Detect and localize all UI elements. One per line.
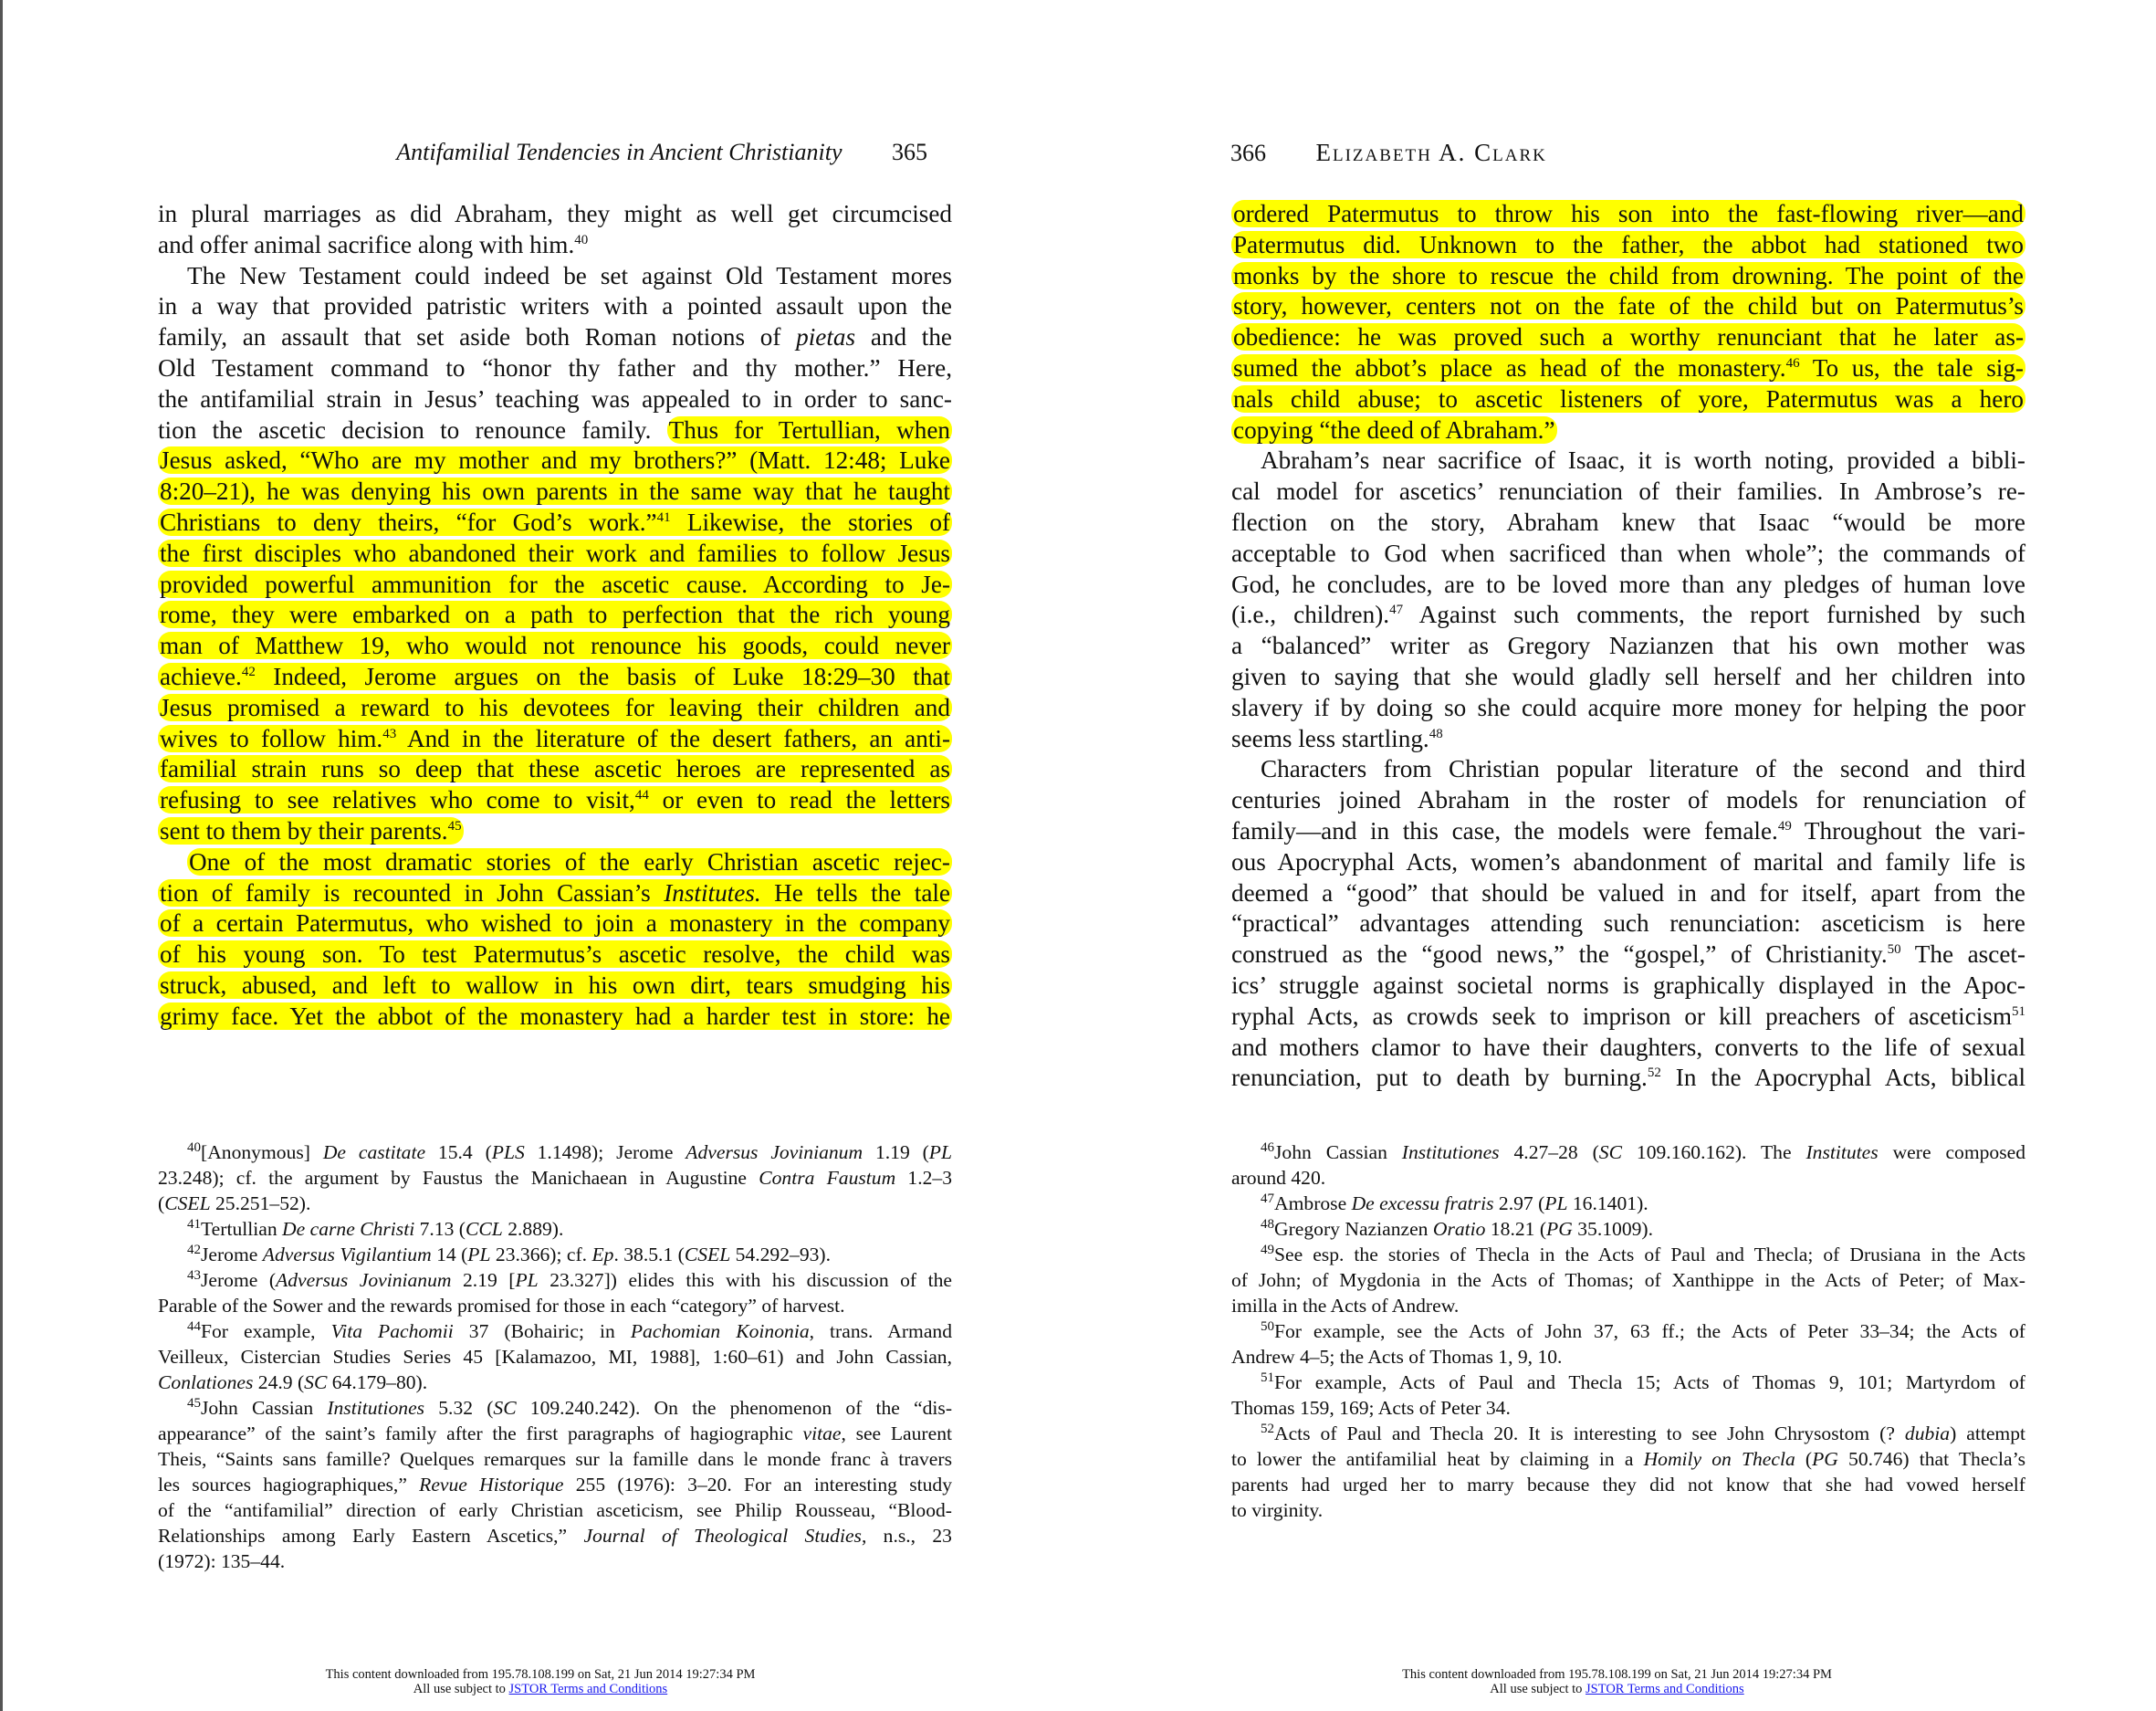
highlight: 8:20–21), he was denying his own parents in the same way that he taught xyxy=(160,478,950,506)
highlight: ordered Patermutus to throw his son into the fast-flowing river—and xyxy=(1233,200,2024,227)
highlight: rome, they were embarked on a path to perfection that the rich young xyxy=(160,601,950,629)
footnote-52: $^{52}$Acts of Paul and Thecla 20. It is interesting to see John Chrysostom (? dubia) attempt to lower the antifamilial heat by claiming in a Homily on Thecla (PG 50.746) that Thecla’s parents had urged her to marry because they did not know that she had vowed herself to virginity. xyxy=(1231,1421,2025,1521)
text-line xyxy=(1231,291,2025,322)
text-line xyxy=(158,662,952,693)
highlight: familial strain runs so deep that these ascetic heroes are represented as xyxy=(160,755,950,783)
highlight: sumed the abbot’s place as head of the monastery.$^{46}$ To us, the tale sig- xyxy=(1233,353,2024,382)
text-line xyxy=(158,785,952,816)
text-line xyxy=(1231,230,2025,261)
running-header xyxy=(396,139,927,166)
text-line: tion the ascetic decision to renounce family. Thus for Tertullian, when xyxy=(158,415,950,444)
footnote-51: $^{51}$For example, Acts of Paul and Thecla 15; Acts of Thomas 9, 101; Martyrdom of Thomas 159, 169; Acts of Peter 34. xyxy=(1231,1370,2025,1419)
use-notice: All use subject to xyxy=(1490,1682,1586,1696)
text-line xyxy=(158,477,952,508)
highlight: sent to them by their parents.$^{45}$ xyxy=(160,816,462,845)
running-title: Antifamilial Tendencies in Ancient Christianity xyxy=(396,139,843,165)
page-366 xyxy=(1078,0,2156,1711)
body-text xyxy=(158,199,952,1033)
text-line: flection on the story, Abraham knew that Isaac “would be more xyxy=(1231,508,2025,536)
highlight: obedience: he was proved such a worthy renunciant that he later as- xyxy=(1233,323,2024,352)
text-line: centuries joined Abraham in the roster of models for renunciation of xyxy=(1231,786,2025,814)
text-line: seems less startling.$^{48}$ xyxy=(1231,724,1443,752)
footnote-45: $^{45}$John Cassian Institutiones 5.32 (SC 109.240.242). On the phenomenon of the “dis- appearance” of the saint’s family after the first paragraphs of hagiographic vitae, see Laurent Theis, “Saints sans famille? Quelques remarques sur la famille dans le monde franc à travers les sources hagiographiques,” Revue Historique 255 (1976): 3–20. For an interesting study of the “antifamilial” direction of early Christian asceticism, see Philip Rousseau, “Blood- Relationships among Early Eastern Ascetics,” Journal of Theological Studies, n.s., 23 (1972): 135–44. xyxy=(158,1395,953,1572)
highlight: struck, abused, and left to wallow in his own dirt, tears smudging his xyxy=(160,971,950,999)
highlight: of his young son. To test Patermutus’s ascetic resolve, the child was xyxy=(160,940,950,969)
download-notice: This content downloaded from 195.78.108.199 on Sat, 21 Jun 2014 19:27:34 PM xyxy=(1402,1667,1832,1682)
note-ref: 44 xyxy=(634,788,649,803)
note-ref: 51 xyxy=(2012,1003,2025,1019)
text-line: Characters from Christian popular literature of the second and third xyxy=(1261,755,2025,783)
footnote-44: $^{44}$For example, Vita Pachomii 37 (Bohairic; in Pachomian Koinonia, trans. Armand Veilleux, Cistercian Studies Series 45 [Kalamazoo, MI, 1988], 1:60–61) and John Cassian, Conlationes 24.9 (SC 64.179–80). xyxy=(158,1318,953,1393)
footnote-43: $^{43}$Jerome (Adversus Jovinianum 2.19 [PL 23.327]) elides this with his discussion of the Parable of the Sower and the rewards promised for those in each “category” of harvest. xyxy=(158,1267,952,1317)
highlight: nals child abuse; to ascetic listeners of yore, Patermutus was a hero xyxy=(1233,384,2024,413)
text-line xyxy=(1231,261,2025,292)
footnote-40: $^{40}$[Anonymous] De castitate 15.4 (PLS 1.1498); Jerome Adversus Jovinianum 1.19 (PL 23.248); cf. the argument by Faustus the Manichaean in Augustine Contra Faustum 1.2–3 (CSEL 25.251–52). xyxy=(158,1139,952,1214)
text-line xyxy=(1231,322,2025,353)
highlight: tion of family is recounted in John Cassian’s Institutes. He tells the tale xyxy=(160,878,951,907)
highlight: grimy face. Yet the abbot of the monastery had a harder test in store: he xyxy=(160,1002,950,1030)
footnote-48: $^{48}$Gregory Nazianzen Oratio 18.21 (PG 35.1009). xyxy=(1261,1216,1653,1240)
highlight: copying “the deed of Abraham.” xyxy=(1233,415,1555,444)
highlight: Christians to deny theirs, “for God’s work.”$^{41}$ Likewise, the stories of xyxy=(160,508,951,536)
text-line xyxy=(158,908,952,939)
footnote-46: $^{46}$John Cassian Institutiones 4.27–28 (SC 109.160.162). The Institutes were composed around 420. xyxy=(1231,1139,2025,1189)
text-line xyxy=(1231,353,2025,384)
use-notice: All use subject to xyxy=(413,1682,509,1696)
highlight: Thus for Tertullian, when xyxy=(668,415,950,444)
text-line xyxy=(158,847,952,878)
highlight: One of the most dramatic stories of the early Christian ascetic rejec- xyxy=(189,847,950,876)
text-line: construed as the “good news,” the “gospel,” of Christianity.$^{50}$ The ascet- xyxy=(1231,940,2025,969)
highlight: man of Matthew 19, who would not renounce his goods, could never xyxy=(160,632,950,660)
text-line: cal model for ascetics’ renunciation of their families. In Ambrose’s re- xyxy=(1231,478,2025,506)
page-number: 366 xyxy=(1230,140,1266,166)
text-line: slavery if by doing so she could acquire more money for helping the poor xyxy=(1231,693,2025,721)
footnote-49: $^{49}$See esp. the stories of Thecla in the Acts of Paul and Thecla; of Drusiana in the Acts of John; of Mygdonia in the Acts of Thomas; of Xanthippe in the Acts of Peter; of Max- imilla in the Acts of Andrew. xyxy=(1231,1242,2025,1317)
footnotes xyxy=(158,1139,952,1574)
note-ref: 40 xyxy=(574,232,589,247)
highlight: refusing to see relatives who come to visit,$^{44}$ or even to read the letters xyxy=(160,786,950,814)
highlight: story, however, centers not on the fate of the child but on Patermutus’s xyxy=(1233,292,2024,320)
note-ref: 48 xyxy=(1429,726,1443,741)
page-number: 365 xyxy=(892,139,927,165)
running-header xyxy=(1230,139,1547,167)
body-text xyxy=(1231,199,2025,1094)
text-line: given to saying that she would gladly sell herself and her children into xyxy=(1231,662,2025,690)
footnote-50: $^{50}$For example, see the Acts of John 37, 63 ff.; the Acts of Peter 33–34; the Acts of Andrew 4–5; the Acts of Thomas 1, 9, 10. xyxy=(1231,1318,2025,1368)
note-ref: 49 xyxy=(1777,818,1792,834)
highlight: Jesus promised a reward to his devotees for leaving their children and xyxy=(160,693,950,721)
footnote-47: $^{47}$Ambrose De excessu fratris 2.97 (PL 16.1401). xyxy=(1261,1191,1648,1214)
note-ref: 52 xyxy=(1647,1065,1661,1081)
text-line xyxy=(158,816,952,847)
text-line xyxy=(158,631,952,662)
text-line: (i.e., children).$^{47}$ Against such comments, the report furnished by such xyxy=(1231,601,2025,629)
note-ref: 47 xyxy=(1389,603,1404,618)
text-line: and mothers clamor to have their daughters, converts to the life of sexual xyxy=(1231,1033,2025,1061)
text-line: the antifamilial strain in Jesus’ teaching was appealed to in order to sanc- xyxy=(158,384,952,413)
text-line xyxy=(158,1002,952,1033)
jstor-footer xyxy=(3,1667,1078,1696)
text-line xyxy=(158,508,952,539)
text-line: “practical” advantages attending such renunciation: asceticism is here xyxy=(1231,909,2025,938)
running-author: Elizabeth A. Clark xyxy=(1315,139,1547,166)
text-line xyxy=(158,600,952,631)
text-line: family, an assault that set aside both Roman notions of pietas and the xyxy=(158,323,953,352)
text-line: deemed a “good” that should be valued in and for itself, apart from the xyxy=(1231,878,2025,907)
text-line: renunciation, put to death by burning.$^{52}$ In the Apocryphal Acts, biblical xyxy=(1231,1064,2025,1092)
text-line: Old Testament command to “honor thy father and thy mother.” Here, xyxy=(158,353,952,382)
text-line xyxy=(158,693,952,724)
text-line: God, he concludes, are to be loved more than any pledges of human love xyxy=(1231,570,2025,598)
text-line xyxy=(158,539,952,570)
note-ref: 41 xyxy=(656,509,671,525)
text-line: acceptable to God when sacrificed than when whole”; the commands of xyxy=(1231,539,2025,567)
highlight: Jesus asked, “Who are my mother and my brothers?” (Matt. 12:48; Luke xyxy=(160,446,950,475)
text-line: ics’ struggle against societal norms is graphically displayed in the Apoc- xyxy=(1231,971,2025,999)
text-line: in plural marriages as did Abraham, they might as well get circumcised xyxy=(158,200,952,227)
text-line xyxy=(1231,384,2025,415)
note-ref: 45 xyxy=(447,818,462,834)
text-line xyxy=(158,878,952,909)
text-line xyxy=(158,939,952,971)
jstor-terms-link[interactable]: JSTOR Terms and Conditions xyxy=(508,1682,668,1696)
text-line: ryphal Acts, as crowds seek to imprison or kill preachers of asceticism$^{51}$ xyxy=(1231,1002,2025,1030)
footnotes xyxy=(1231,1139,2025,1523)
text-line xyxy=(1231,415,2025,446)
text-line xyxy=(158,446,952,477)
highlight: monks by the shore to rescue the child from drowning. The point of the xyxy=(1233,261,2024,289)
text-line: family—and in this case, the models were female.$^{49}$ Throughout the vari- xyxy=(1231,816,2025,845)
text-line xyxy=(158,971,952,1002)
text-line xyxy=(158,570,952,601)
highlight: achieve.$^{42}$ Indeed, Jerome argues on the basis of Luke 18:29–30 that xyxy=(160,662,950,690)
download-notice: This content downloaded from 195.78.108.199 on Sat, 21 Jun 2014 19:27:34 PM xyxy=(325,1667,756,1682)
text-line: in a way that provided patristic writers with a pointed assault upon the xyxy=(158,292,952,320)
text-line: ous Apocryphal Acts, women’s abandonment of marital and family life is xyxy=(1231,847,2025,876)
note-ref: 43 xyxy=(382,726,397,741)
note-ref: 46 xyxy=(1785,355,1800,371)
highlight: of a certain Patermutus, who wished to join a monastery in the company xyxy=(160,909,950,938)
footnote-41: $^{41}$Tertullian De carne Christi 7.13 (CCL 2.889). xyxy=(187,1216,564,1240)
note-ref: 42 xyxy=(241,664,256,679)
highlight: Patermutus did. Unknown to the father, the abbot had stationed two xyxy=(1233,230,2024,258)
text-line xyxy=(1231,199,2025,230)
text-line: and offer animal sacrifice along with him.$^{40}$ xyxy=(158,230,589,258)
text-line xyxy=(158,724,952,755)
note-ref: 50 xyxy=(1887,942,1901,958)
text-line: The New Testament could indeed be set against Old Testament mores xyxy=(187,261,952,289)
highlight: the first disciples who abandoned their work and families to follow Jesus xyxy=(160,539,950,567)
highlight: wives to follow him.$^{43}$ And in the literature of the desert fathers, an anti- xyxy=(160,724,951,752)
jstor-footer xyxy=(1078,1667,2156,1696)
text-line: Abraham’s near sacrifice of Isaac, it is worth noting, provided a bibli- xyxy=(1261,446,2025,475)
highlight: provided powerful ammunition for the ascetic cause. According to Je- xyxy=(160,570,950,598)
footnote-42: $^{42}$Jerome Adversus Vigilantium 14 (PL 23.366); cf. Ep. 38.5.1 (CSEL 54.292–93). xyxy=(187,1242,831,1265)
text-line: a “balanced” writer as Gregory Nazianzen that his own mother was xyxy=(1231,632,2025,660)
jstor-terms-link[interactable]: JSTOR Terms and Conditions xyxy=(1586,1682,1744,1696)
text-line xyxy=(158,754,952,785)
